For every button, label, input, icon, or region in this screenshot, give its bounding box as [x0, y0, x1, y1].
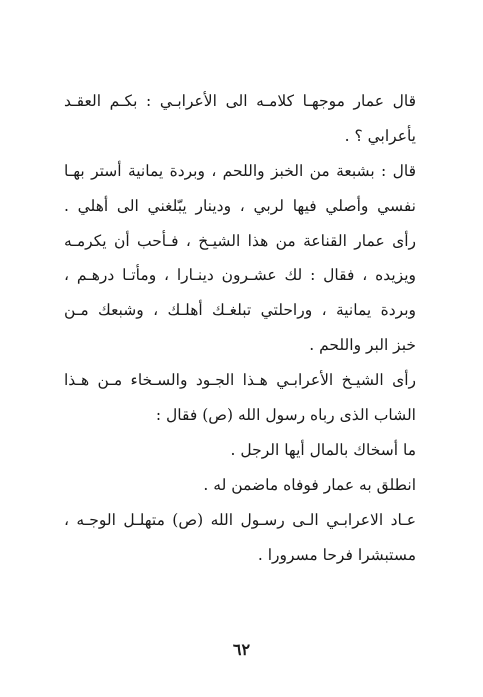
text-line: وبردة يمانية ، وراحلتي تبلغـك أهلـك ، وشبعك مـن: [64, 301, 416, 320]
text-line: يأعرابي ؟ .: [344, 126, 416, 145]
body-text: [64, 84, 416, 572]
text-line: الشاب الذى رباه رسول الله (ص) فقال :: [155, 406, 416, 425]
text-line: ويزيده ، فقال : لك عشـرون دينـارا ، ومأتـا درهـم ،: [64, 266, 416, 285]
text-line: قال : بشبعة من الخبز واللحم ، وبردة يمانية أستر بهـا: [64, 161, 416, 180]
text-line: مستبشرا فرحا مسرورا .: [257, 545, 416, 564]
text-line: عـاد الاعرابـي الـى رسـول الله (ص) متهلـل الوجـه ،: [64, 510, 416, 529]
text-line: قال عمار موجهـا كلامـه الى الأعرابـي : بكـم العقـد: [64, 92, 416, 110]
page-number: ٦٢: [232, 640, 251, 659]
text-line: رأى الشيـخ الأعرابـي هـذا الجـود والسـخاء مـن هـذا: [64, 371, 416, 390]
text-line: خبز البر واللحم .: [309, 336, 416, 355]
text-line: نفسي وأصلي فيها لربي ، ودينار يبّلغني الى أهلي .: [64, 196, 416, 215]
text-line: ما أسخاك بالمال أيها الرجل .: [230, 440, 416, 459]
text-line: انطلق به عمار فوفاه ماضمن له .: [203, 475, 416, 494]
text-line: رأى عمار القناعة من هذا الشيـخ ، فـأحب أن يكرمـه: [64, 231, 416, 250]
